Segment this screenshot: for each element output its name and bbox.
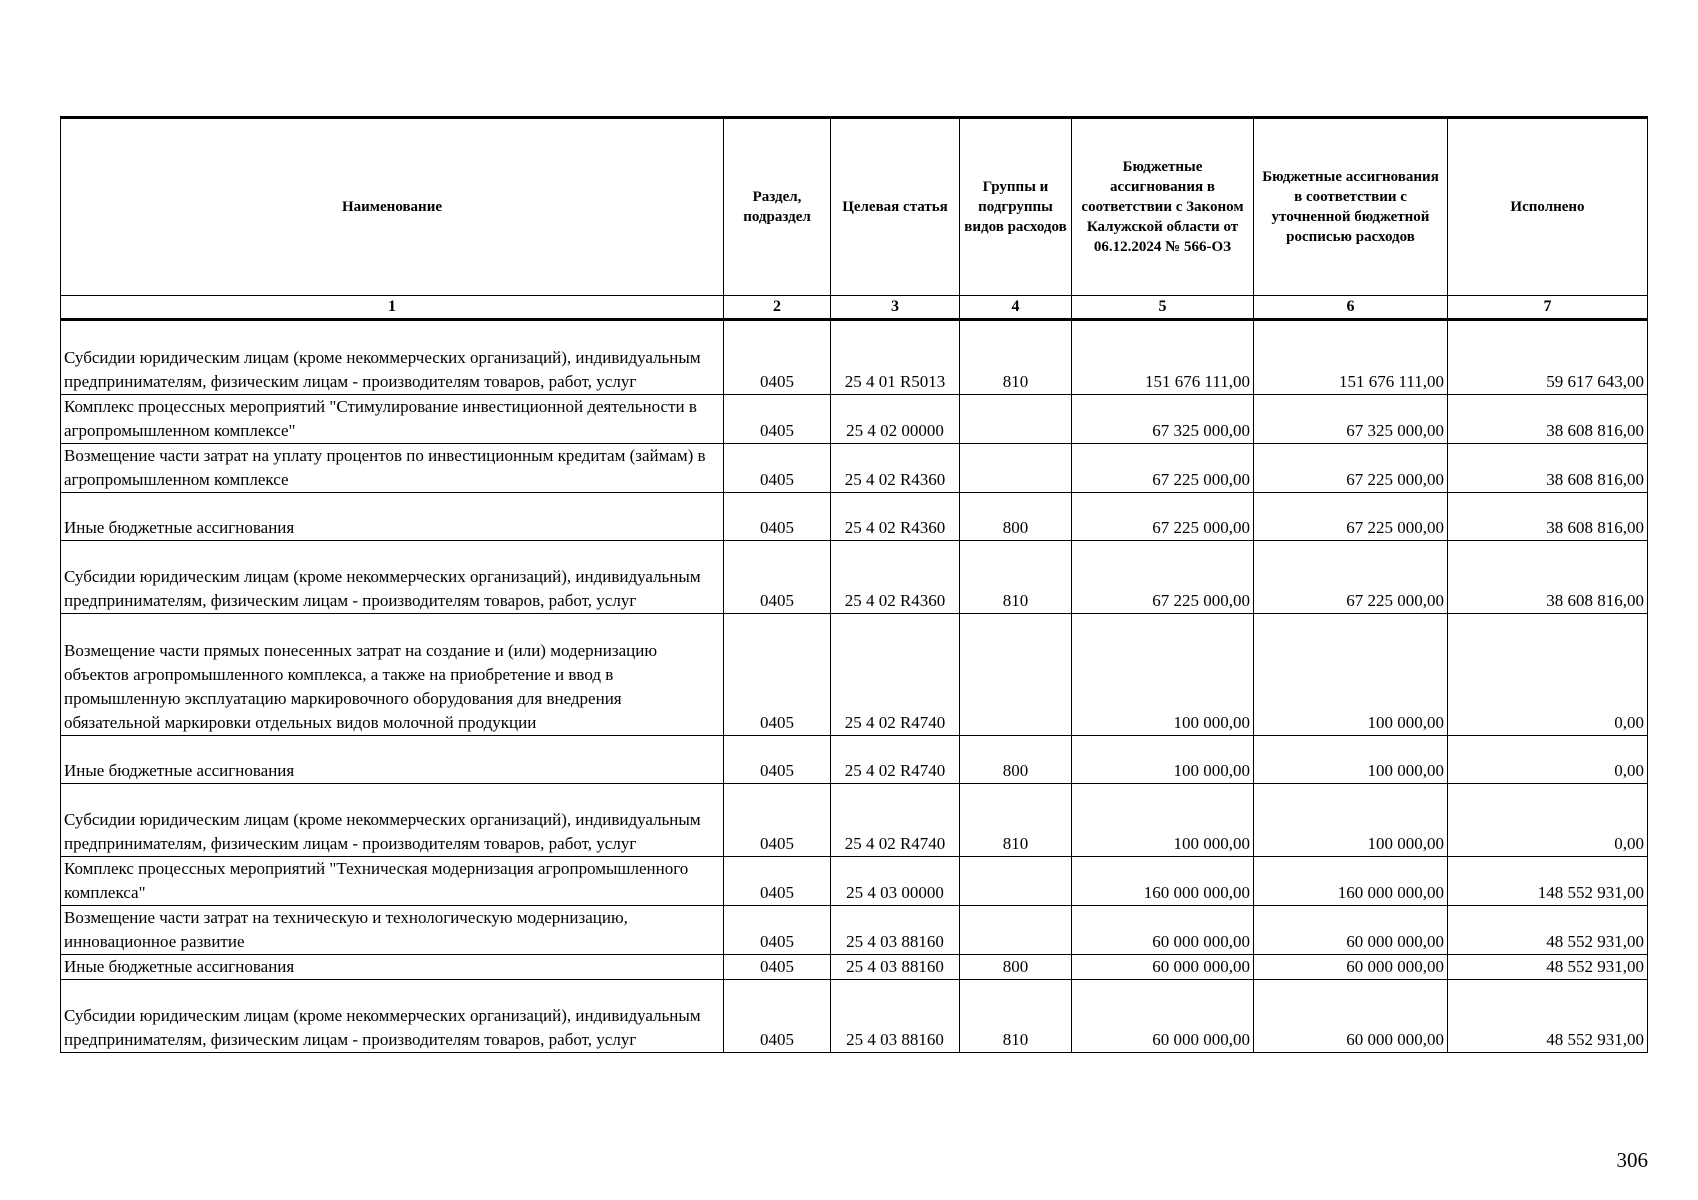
row-name: Иные бюджетные ассигнования <box>61 955 724 980</box>
header-section: Раздел, подраздел <box>724 118 831 296</box>
row-refined-amount: 60 000 000,00 <box>1254 906 1448 955</box>
row-refined-amount: 60 000 000,00 <box>1254 955 1448 980</box>
budget-table-container <box>60 116 1647 1053</box>
row-name: Субсидии юридическим лицам (кроме некоммерческих организаций), индивидуальным предпринимателям, физическим лицам - производителям товаров, работ, услуг <box>61 980 724 1053</box>
row-law-amount: 60 000 000,00 <box>1072 955 1254 980</box>
column-number: 2 <box>724 296 831 320</box>
row-target: 25 4 02 R4360 <box>831 493 960 541</box>
row-section: 0405 <box>724 736 831 784</box>
row-refined-amount: 60 000 000,00 <box>1254 980 1448 1053</box>
row-section: 0405 <box>724 395 831 444</box>
row-target: 25 4 02 R4740 <box>831 784 960 857</box>
row-executed-amount: 38 608 816,00 <box>1448 395 1648 444</box>
row-name: Субсидии юридическим лицам (кроме некоммерческих организаций), индивидуальным предпринимателям, физическим лицам - производителям товаров, работ, услуг <box>61 784 724 857</box>
row-executed-amount: 48 552 931,00 <box>1448 906 1648 955</box>
row-refined-amount: 67 325 000,00 <box>1254 395 1448 444</box>
table-row <box>61 955 1648 980</box>
budget-table <box>60 116 1648 1053</box>
row-name: Комплекс процессных мероприятий "Техническая модернизация агропромышленного комплекса" <box>61 857 724 906</box>
row-refined-amount: 67 225 000,00 <box>1254 493 1448 541</box>
header-refined: Бюджетные ассигнования в соответствии с уточненной бюджетной росписью расходов <box>1254 118 1448 296</box>
table-row <box>61 857 1648 906</box>
row-law-amount: 60 000 000,00 <box>1072 906 1254 955</box>
table-row <box>61 395 1648 444</box>
row-executed-amount: 38 608 816,00 <box>1448 444 1648 493</box>
row-law-amount: 67 225 000,00 <box>1072 444 1254 493</box>
row-group: 800 <box>960 736 1072 784</box>
column-number: 6 <box>1254 296 1448 320</box>
row-section: 0405 <box>724 857 831 906</box>
row-name: Субсидии юридическим лицам (кроме некоммерческих организаций), индивидуальным предпринимателям, физическим лицам - производителям товаров, работ, услуг <box>61 320 724 395</box>
row-section: 0405 <box>724 955 831 980</box>
table-row <box>61 541 1648 614</box>
header-law: Бюджетные ассигнования в соответствии с Законом Калужской области от 06.12.2024 № 566-ОЗ <box>1072 118 1254 296</box>
row-section: 0405 <box>724 980 831 1053</box>
row-section: 0405 <box>724 444 831 493</box>
row-group: 800 <box>960 493 1072 541</box>
row-name: Возмещение части затрат на уплату процентов по инвестиционным кредитам (займам) в агропромышленном комплексе <box>61 444 724 493</box>
row-section: 0405 <box>724 614 831 736</box>
row-executed-amount: 48 552 931,00 <box>1448 955 1648 980</box>
row-law-amount: 67 325 000,00 <box>1072 395 1254 444</box>
row-executed-amount: 38 608 816,00 <box>1448 541 1648 614</box>
row-name: Иные бюджетные ассигнования <box>61 493 724 541</box>
row-name: Комплекс процессных мероприятий "Стимулирование инвестиционной деятельности в агропромышленном комплексе" <box>61 395 724 444</box>
header-name: Наименование <box>61 118 724 296</box>
page-number: 306 <box>1616 1148 1648 1172</box>
row-target: 25 4 03 88160 <box>831 955 960 980</box>
row-executed-amount: 0,00 <box>1448 736 1648 784</box>
row-refined-amount: 100 000,00 <box>1254 784 1448 857</box>
row-group: 810 <box>960 541 1072 614</box>
row-group: 810 <box>960 980 1072 1053</box>
table-row <box>61 736 1648 784</box>
row-target: 25 4 02 R4360 <box>831 444 960 493</box>
header-target: Целевая статья <box>831 118 960 296</box>
header-group: Группы и подгруппы видов расходов <box>960 118 1072 296</box>
row-law-amount: 160 000 000,00 <box>1072 857 1254 906</box>
row-refined-amount: 100 000,00 <box>1254 736 1448 784</box>
row-target: 25 4 02 R4360 <box>831 541 960 614</box>
row-law-amount: 100 000,00 <box>1072 614 1254 736</box>
row-group <box>960 614 1072 736</box>
row-law-amount: 151 676 111,00 <box>1072 320 1254 395</box>
row-section: 0405 <box>724 906 831 955</box>
row-target: 25 4 02 R4740 <box>831 736 960 784</box>
column-number: 3 <box>831 296 960 320</box>
header-row <box>61 118 1648 296</box>
row-refined-amount: 151 676 111,00 <box>1254 320 1448 395</box>
row-executed-amount: 0,00 <box>1448 784 1648 857</box>
row-name: Субсидии юридическим лицам (кроме некоммерческих организаций), индивидуальным предпринимателям, физическим лицам - производителям товаров, работ, услуг <box>61 541 724 614</box>
table-row <box>61 493 1648 541</box>
row-executed-amount: 38 608 816,00 <box>1448 493 1648 541</box>
table-row <box>61 614 1648 736</box>
row-refined-amount: 160 000 000,00 <box>1254 857 1448 906</box>
row-target: 25 4 02 R4740 <box>831 614 960 736</box>
row-group <box>960 444 1072 493</box>
row-executed-amount: 0,00 <box>1448 614 1648 736</box>
row-name: Иные бюджетные ассигнования <box>61 736 724 784</box>
row-target: 25 4 01 R5013 <box>831 320 960 395</box>
row-target: 25 4 03 00000 <box>831 857 960 906</box>
column-number: 4 <box>960 296 1072 320</box>
table-row <box>61 784 1648 857</box>
row-group <box>960 395 1072 444</box>
row-law-amount: 67 225 000,00 <box>1072 493 1254 541</box>
row-group: 810 <box>960 320 1072 395</box>
table-row <box>61 320 1648 395</box>
row-refined-amount: 67 225 000,00 <box>1254 444 1448 493</box>
header-executed: Исполнено <box>1448 118 1648 296</box>
row-executed-amount: 148 552 931,00 <box>1448 857 1648 906</box>
row-group <box>960 857 1072 906</box>
row-section: 0405 <box>724 493 831 541</box>
row-refined-amount: 67 225 000,00 <box>1254 541 1448 614</box>
row-executed-amount: 59 617 643,00 <box>1448 320 1648 395</box>
row-section: 0405 <box>724 784 831 857</box>
row-name: Возмещение части затрат на техническую и технологическую модернизацию, инновационное развитие <box>61 906 724 955</box>
row-executed-amount: 48 552 931,00 <box>1448 980 1648 1053</box>
row-name: Возмещение части прямых понесенных затрат на создание и (или) модернизацию объектов агропромышленного комплекса, а также на приобретение и ввод в промышленную эксплуатацию маркировочного оборудования для внедрения обязательной маркировки отдельных видов молочной продукции <box>61 614 724 736</box>
table-row <box>61 980 1648 1053</box>
row-law-amount: 67 225 000,00 <box>1072 541 1254 614</box>
column-number-row <box>61 296 1648 320</box>
table-row <box>61 906 1648 955</box>
table-row <box>61 444 1648 493</box>
column-number: 1 <box>61 296 724 320</box>
row-refined-amount: 100 000,00 <box>1254 614 1448 736</box>
row-section: 0405 <box>724 320 831 395</box>
column-number: 5 <box>1072 296 1254 320</box>
row-section: 0405 <box>724 541 831 614</box>
row-target: 25 4 03 88160 <box>831 980 960 1053</box>
row-group: 800 <box>960 955 1072 980</box>
row-law-amount: 100 000,00 <box>1072 736 1254 784</box>
row-law-amount: 60 000 000,00 <box>1072 980 1254 1053</box>
column-number: 7 <box>1448 296 1648 320</box>
row-group <box>960 906 1072 955</box>
row-group: 810 <box>960 784 1072 857</box>
row-target: 25 4 03 88160 <box>831 906 960 955</box>
row-target: 25 4 02 00000 <box>831 395 960 444</box>
row-law-amount: 100 000,00 <box>1072 784 1254 857</box>
